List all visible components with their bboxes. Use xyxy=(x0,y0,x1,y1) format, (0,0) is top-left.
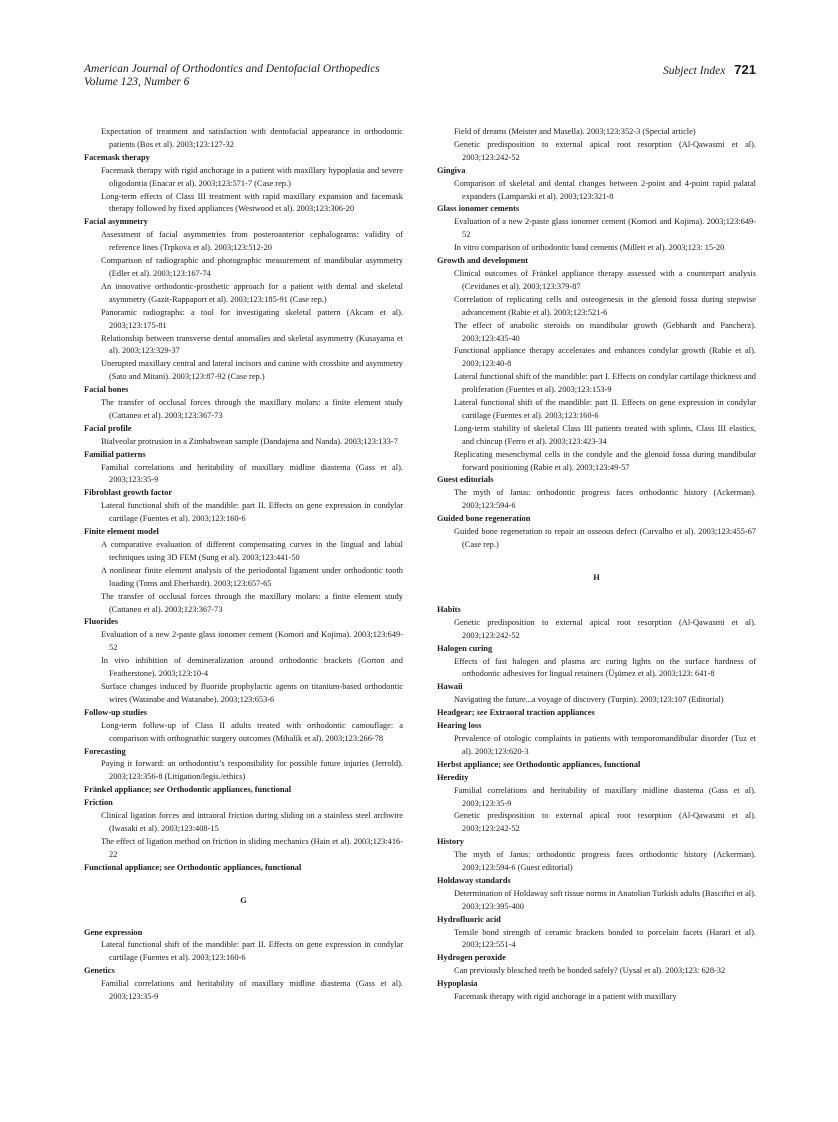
index-term-label: Holdaway standards xyxy=(437,875,511,885)
see-target: Extraoral traction appliances xyxy=(489,708,595,718)
index-entry: Clinical ligation forces and intraoral friction during sliding on a stainless steel archwire (Iwasaki et al). 2003;123:408-15 xyxy=(101,811,403,833)
index-term xyxy=(437,720,756,733)
index-term-label: Fränkel appliance; xyxy=(84,785,154,795)
index-term-label: Guided bone regeneration xyxy=(437,514,531,524)
index-entry: Field of dreams (Meister and Masella). 2003;123:352-3 (Special article) xyxy=(454,127,696,136)
index-entry: Bialveolar protrusion in a Zimbabwean sample (Dandajena and Nanda). 2003;123:133-7 xyxy=(101,436,398,446)
index-term xyxy=(437,255,756,268)
page-header xyxy=(84,63,756,95)
index-entry: Genetic predisposition to external apical root resorption (Al-Qawasmi et al). 2003;123:242-52 xyxy=(454,617,756,640)
index-term-label: Hearing loss xyxy=(437,721,482,731)
index-term-label: Herbst appliance; xyxy=(437,759,504,769)
index-term-label: Glass ionomer cements xyxy=(437,204,520,214)
index-term xyxy=(437,681,756,694)
index-column-left xyxy=(84,126,403,1004)
index-entry: Surface changes induced by fluoride prophylactic agents on titanium-based orthodontic wires (Watanabe and Watanabe). 2003;123:653-6 xyxy=(101,681,403,704)
journal-title: American Journal of Orthodontics and Dentofacial Orthopedics xyxy=(84,63,380,75)
index-entry: Familial correlations and heritability of maxillary midline diastema (Gass et al). 2003;123:35-9 xyxy=(101,462,403,485)
section-letter: G xyxy=(240,895,247,905)
index-term xyxy=(84,862,403,875)
index-entry: Relationship between transverse dental anomalies and skeletal asymmetry (Kusayama et al). 2003;123:329-37 xyxy=(101,333,403,356)
index-term-label: Fluorides xyxy=(84,617,118,627)
index-term xyxy=(437,643,756,656)
page-number: 721 xyxy=(734,62,756,77)
index-entry: Replicating mesenchymal cells in the condyle and the glenoid fossa during mandibular forward positioning (Rabie et al). 2003;123:49-57 xyxy=(454,449,756,472)
index-term-label: Forecasting xyxy=(84,746,126,756)
section-title: Subject Index xyxy=(663,65,726,77)
see-reference: see xyxy=(476,708,488,718)
see-reference: see xyxy=(503,759,514,769)
index-entry: Paying it forward: an orthodontist’s responsibility for possible future injuries (Jerrold). 2003;123:356-8 (Litigation/legis./ethics) xyxy=(101,759,403,782)
index-term xyxy=(437,836,756,849)
index-term-label: History xyxy=(437,837,464,847)
index-term-label: Habits xyxy=(437,604,461,614)
index-entry: Correlation of replicating cells and osteogenesis in the glenoid fossa during stepwise advancement (Rabie et al). 2003;123:521-6 xyxy=(454,294,756,317)
index-entry: Unerupted maxillary central and lateral incisors and canine with crossbite and asymmetry (Sato and Mitani). 2003;123:87-92 (Case rep.) xyxy=(101,359,403,382)
index-entry: Familial correlations and heritability of maxillary midline diastema (Gass et al). 2003;123:35-9 xyxy=(101,979,403,1002)
index-term xyxy=(84,526,403,539)
index-term xyxy=(84,152,403,165)
index-term-label: Hawaii xyxy=(437,682,463,692)
index-term-label: Functional appliance; xyxy=(84,862,165,872)
index-term-label: Friction xyxy=(84,798,113,808)
index-term-label: Hydrogen peroxide xyxy=(437,953,506,963)
see-target: Orthodontic appliances, functional xyxy=(166,785,292,795)
index-term xyxy=(84,384,403,397)
index-term xyxy=(437,875,756,888)
index-term-label: Headgear; xyxy=(437,708,477,718)
index-column-right xyxy=(437,126,756,1004)
index-term xyxy=(437,165,756,178)
index-term-label: Facial profile xyxy=(84,423,132,433)
index-term-label: Gene expression xyxy=(84,927,143,937)
index-entry: Familial correlations and heritability of maxillary midline diastema (Gass et al). 2003;123:35-9 xyxy=(454,785,756,808)
index-entry: The transfer of occlusal forces through the maxillary molars: a finite element study (Cattaneo et al). 2003;123:367-73 xyxy=(101,591,403,614)
index-term xyxy=(84,784,403,797)
see-target: Orthodontic appliances, functional xyxy=(176,862,302,872)
index-entry: Determination of Holdaway soft tissue norms in Anatolian Turkish adults (Basciftci et al). 2003;123:395-400 xyxy=(454,888,756,911)
index-term-label: Gingiva xyxy=(437,165,466,175)
index-term xyxy=(437,513,756,526)
index-term-label: Halogen curing xyxy=(437,643,493,653)
index-term xyxy=(84,746,403,759)
index-entry: Lateral functional shift of the mandible: part I. Effects on condylar cartilage thickness and proliferation (Fuentes et al). 2003;123:153-9 xyxy=(454,372,756,395)
index-entry: Clinical outcomes of Fränkel appliance therapy assessed with a counterpart analysis (Cevidanes et al). 2003;123:379-87 xyxy=(454,268,756,291)
index-entry: The myth of Janus: orthodontic progress faces orthodontic history (Ackerman). 2003;123:594-6 xyxy=(454,488,756,511)
index-entry: Long-term follow-up of Class II adults treated with orthodontic camouflage: a comparison with orthognathic surgery outcomes (Mihalik et al). 2003;123:266-78 xyxy=(101,720,403,743)
index-entry: The effect of anabolic steroids on mandibular growth (Gebhardt and Pancherz). 2003;123:435-40 xyxy=(454,320,756,343)
index-entry: Lateral functional shift of the mandible: part II. Effects on gene expression in condylar cartilage (Fuentes et al). 2003;123:160-6 xyxy=(101,940,403,963)
index-entry: Comparison of skeletal and dental changes between 2-point and 4-point rapid palatal expanders (Lamparski et al). 2003;123:321-8 xyxy=(454,178,756,201)
index-entry: Evaluation of a new 2-paste glass ionomer cement (Komori and Kojima). 2003;123:649-52 xyxy=(101,630,403,653)
index-entry: Comparison of radiographic and photographic measurement of mandibular asymmetry (Edler et al). 2003;123:167-74 xyxy=(101,256,403,278)
index-term xyxy=(84,487,403,500)
index-term-label: Finite element model xyxy=(84,527,159,537)
volume-number: Volume 123, Number 6 xyxy=(84,76,190,88)
index-entry: Prevalence of otologic complaints in patients with temporomandibular disorder (Tuz et al). 2003;123:620-3 xyxy=(454,733,756,756)
index-entry: Long-term stability of skeletal Class III patients treated with splints, Class III elastics, and chincup (Ferro et al). 2003;123:423-34 xyxy=(454,423,756,446)
index-entry: Evaluation of a new 2-paste glass ionomer cement (Komori and Kojima). 2003;123:649-52 xyxy=(454,217,756,240)
index-term-label: Growth and development xyxy=(437,256,529,266)
index-entry: Expectation of treatment and satisfaction with dentofacial appearance in orthodontic patients (Bos et al). 2003;123:127-32 xyxy=(101,127,403,149)
index-entry: An innovative orthodontic-prosthetic approach for a patient with dental and skeletal asymmetry (Gazit-Rappaport et al). 2003;123:185-91 (Case rep.) xyxy=(101,281,403,304)
index-entry: Facemask therapy with rigid anchorage in a patient with maxillary hypoplasia and severe oligodontia (Enacar et al). 2003;123:571-7 (Case rep.) xyxy=(101,165,403,188)
index-term xyxy=(84,797,403,810)
index-entry: Tensile bond strength of ceramic brackets bonded to porcelain facets (Harari et al). 2003;123:551-4 xyxy=(454,927,756,950)
index-term xyxy=(84,707,403,720)
index-entry: Effects of fast halogen and plasma arc curing lights on the surface hardness of orthodontic adhesives for lingual retainers (Üşümez et al). 2003;123: 641-8 xyxy=(454,656,756,679)
index-term xyxy=(437,978,756,991)
index-entry: Lateral functional shift of the mandible: part II. Effects on gene expression in condylar cartilage (Fuentes et al). 2003;123:160-6 xyxy=(101,501,403,524)
section-letter: H xyxy=(593,572,600,582)
see-reference: see xyxy=(153,785,165,795)
index-term-label: Facial asymmetry xyxy=(84,217,148,227)
index-entry: Panoramic radiographs: a tool for investigating skeletal pattern (Akcam et al). 2003;123:175-81 xyxy=(101,307,403,330)
index-term-label: Heredity xyxy=(437,772,469,782)
index-term xyxy=(84,616,403,629)
see-target: Orthodontic appliances, functional xyxy=(515,759,641,769)
index-term-label: Follow-up studies xyxy=(84,707,148,717)
index-entry: Guided bone regeneration to repair an osseous defect (Carvalho et al). 2003;123:455-67 (Case rep.) xyxy=(454,527,756,549)
index-entry: In vivo inhibition of demineralization around orthodontic brackets (Gorton and Featherstone). 2003;123:10-4 xyxy=(101,656,403,679)
index-term-label: Hydrofluoric acid xyxy=(437,914,501,924)
index-term xyxy=(437,952,756,965)
index-term xyxy=(84,449,403,462)
page-label xyxy=(663,63,756,78)
index-entry: Long-term effects of Class III treatment with rapid maxillary expansion and facemask therapy followed by fixed appliances (Westwood et al). 2003;123:306-20 xyxy=(101,191,403,214)
index-term xyxy=(437,759,756,772)
index-entry: Assessment of facial asymmetries from posteroanterior cephalograms: validity of reference lines (Trpkova et al). 2003;123:512-20 xyxy=(101,230,403,253)
index-term xyxy=(437,474,756,487)
index-term xyxy=(437,772,756,785)
index-entry: Genetic predisposition to external apical root resorption (Al-Qawasmi et al). 2003;123:242-52 xyxy=(454,139,756,162)
index-term-label: Hypoplasia xyxy=(437,979,478,989)
index-term-label: Facial bones xyxy=(84,385,129,395)
index-term-label: Guest editorials xyxy=(437,475,494,485)
index-term xyxy=(437,707,756,720)
index-term-label: Fibroblast growth factor xyxy=(84,488,173,498)
index-term xyxy=(84,927,403,940)
index-term xyxy=(437,203,756,216)
index-term-label: Genetics xyxy=(84,966,115,976)
index-term-label: Familial patterns xyxy=(84,449,146,459)
index-term xyxy=(84,216,403,229)
index-entry: The transfer of occlusal forces through the maxillary molars: a finite element study (Cattaneo et al). 2003;123:367-73 xyxy=(101,398,403,420)
running-head xyxy=(84,63,380,89)
see-reference: see xyxy=(164,862,175,872)
index-entry: The myth of Janus: orthodontic progress faces orthodontic history (Ackerman). 2003;123:594-6 (Guest editorial) xyxy=(454,850,756,873)
index-entry: Lateral functional shift of the mandible: part II. Effects on gene expression in condylar cartilage (Fuentes et al). 2003;123:160-6 xyxy=(454,398,756,420)
index-entry: A comparative evaluation of different compensating curves in the lingual and labial techniques using 3D FEM (Sung et al). 2003;123:441-50 xyxy=(101,540,403,562)
index-term xyxy=(437,604,756,617)
index-entry: In vitro comparison of orthodontic band cements (Millett et al). 2003;123: 15-20 xyxy=(454,243,725,253)
index-entry: Can previously bleached teeth be bonded safely? (Uysal et al). 2003;123: 628-32 xyxy=(454,966,726,976)
index-entry: A nonlinear finite element analysis of the periodontal ligament under orthodontic tooth loading (Toms and Eberhardt). 2003;123:657-65 xyxy=(101,565,403,588)
index-entry: Navigating the future...a voyage of discovery (Turpin). 2003;123:107 (Editorial) xyxy=(454,695,724,705)
index-entry: Genetic predisposition to external apical root resorption (Al-Qawasmi et al). 2003;123:242-52 xyxy=(454,811,756,834)
index-entry: Facemask therapy with rigid anchorage in a patient with maxillary xyxy=(454,992,677,1002)
index-entry: The effect of ligation method on friction in sliding mechanics (Hain et al). 2003;123:416-22 xyxy=(101,836,403,859)
index-term-label: Facemask therapy xyxy=(84,152,150,162)
index-term xyxy=(84,423,403,436)
index-term xyxy=(437,914,756,927)
index-term xyxy=(84,965,403,978)
index-entry: Functional appliance therapy accelerates and enhances condylar growth (Rabie et al). 2003;123:40-8 xyxy=(454,346,756,369)
